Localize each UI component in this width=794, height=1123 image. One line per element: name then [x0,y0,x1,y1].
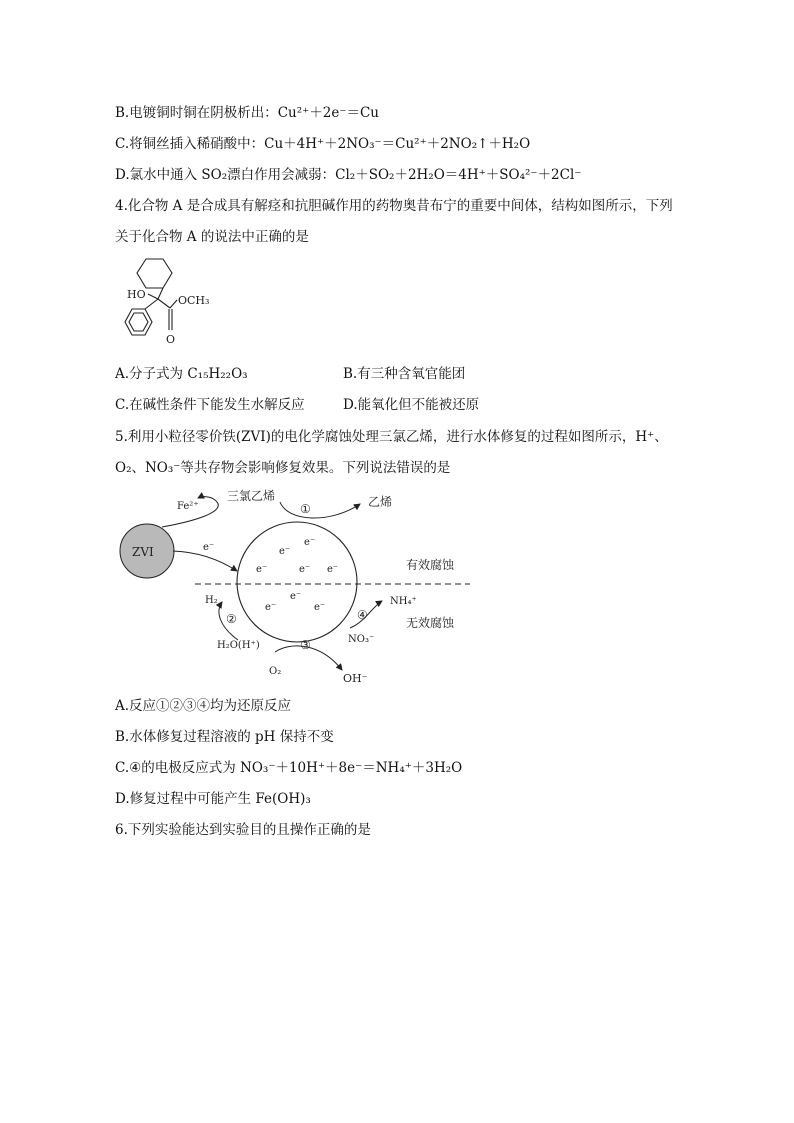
structure-o-label: O [166,333,176,346]
reaction-2-number: ② [226,612,237,626]
electron-6: e⁻ [290,591,302,602]
question-5-stem-cont: O₂、NO₃⁻等共存物会影响修复效果。下列说法错误的是 [115,460,451,476]
compound-a-structure [110,252,230,352]
electron-3: e⁻ [256,564,268,575]
question-6-stem: 6.下列实验能达到实验目的且操作正确的是 [115,822,371,838]
q4-option-b: B.有三种含氧官能团 [343,366,466,382]
o2-label: O₂ [269,666,282,677]
q4-option-c: C.在碱性条件下能发生水解反应 [115,397,305,413]
structure-och3-label: OCH₃ [178,294,210,307]
zvi-label: ZVI [132,545,154,559]
electron-5: e⁻ [327,564,339,575]
hydroxide-label: OH⁻ [343,672,368,685]
ineffective-corrosion-label: 无效腐蚀 [406,616,455,630]
reaction-4-number: ④ [357,608,368,622]
corrosion-surface-circle [237,522,357,642]
electron-8: e⁻ [314,602,326,613]
electron-7: e⁻ [265,602,277,613]
reaction-3-number: ③ [300,638,311,652]
fe2-label: Fe²⁺ [177,501,199,512]
water-label: H₂O(H⁺) [217,640,260,651]
trichloroethylene-label: 三氯乙烯 [227,489,276,503]
ethylene-label: 乙烯 [368,495,393,509]
structure-ho-label: HO [127,288,146,301]
nitrate-label: NO₃⁻ [348,634,375,645]
reaction-1-number: ① [300,502,311,516]
question-4-stem-cont: 关于化合物 A 的说法中正确的是 [115,229,309,245]
q5-option-b: B.水体修复过程溶液的 pH 保持不变 [115,729,334,745]
option-b-electroplating: B.电镀铜时铜在阴极析出：Cu²⁺＋2e⁻＝Cu [115,105,380,121]
q4-option-d: D.能氧化但不能被还原 [343,397,480,413]
q5-option-d: D.修复过程中可能产生 Fe(OH)₃ [115,791,311,807]
question-4-stem: 4.化合物 A 是合成具有解痉和抗胆碱作用的药物奥昔布宁的重要中间体，结构如图所示，下列 [115,198,673,214]
electron-1: e⁻ [279,546,291,557]
ammonium-label: NH₄⁺ [390,596,417,607]
h2-label: H₂ [205,595,218,606]
electron-4: e⁻ [299,564,311,575]
transfer-electron-label: e⁻ [203,542,215,553]
electron-2: e⁻ [304,537,316,548]
question-5-stem: 5.利用小粒径零价铁(ZVI)的电化学腐蚀处理三氯乙烯，进行水体修复的过程如图所示，H⁺、 [115,429,668,445]
option-c-copper-nitric: C.将铜丝插入稀硝酸中：Cu＋4H⁺＋2NO₃⁻＝Cu²⁺＋2NO₂↑＋H₂O [115,136,531,152]
effective-corrosion-label: 有效腐蚀 [406,558,455,572]
q5-option-a: A.反应①②③④均为还原反应 [115,698,292,714]
option-d-chlorine-so2: D.氯水中通入 SO₂漂白作用会减弱：Cl₂＋SO₂＋2H₂O＝4H⁺＋SO₄²⁻＋2Cl⁻ [115,167,582,183]
q5-option-c: C.④的电极反应式为 NO₃⁻＋10H⁺＋8e⁻＝NH₄⁺＋3H₂O [115,760,463,776]
zvi-corrosion-diagram [110,482,480,687]
q4-option-a: A.分子式为 C₁₅H₂₂O₃ [115,366,248,382]
